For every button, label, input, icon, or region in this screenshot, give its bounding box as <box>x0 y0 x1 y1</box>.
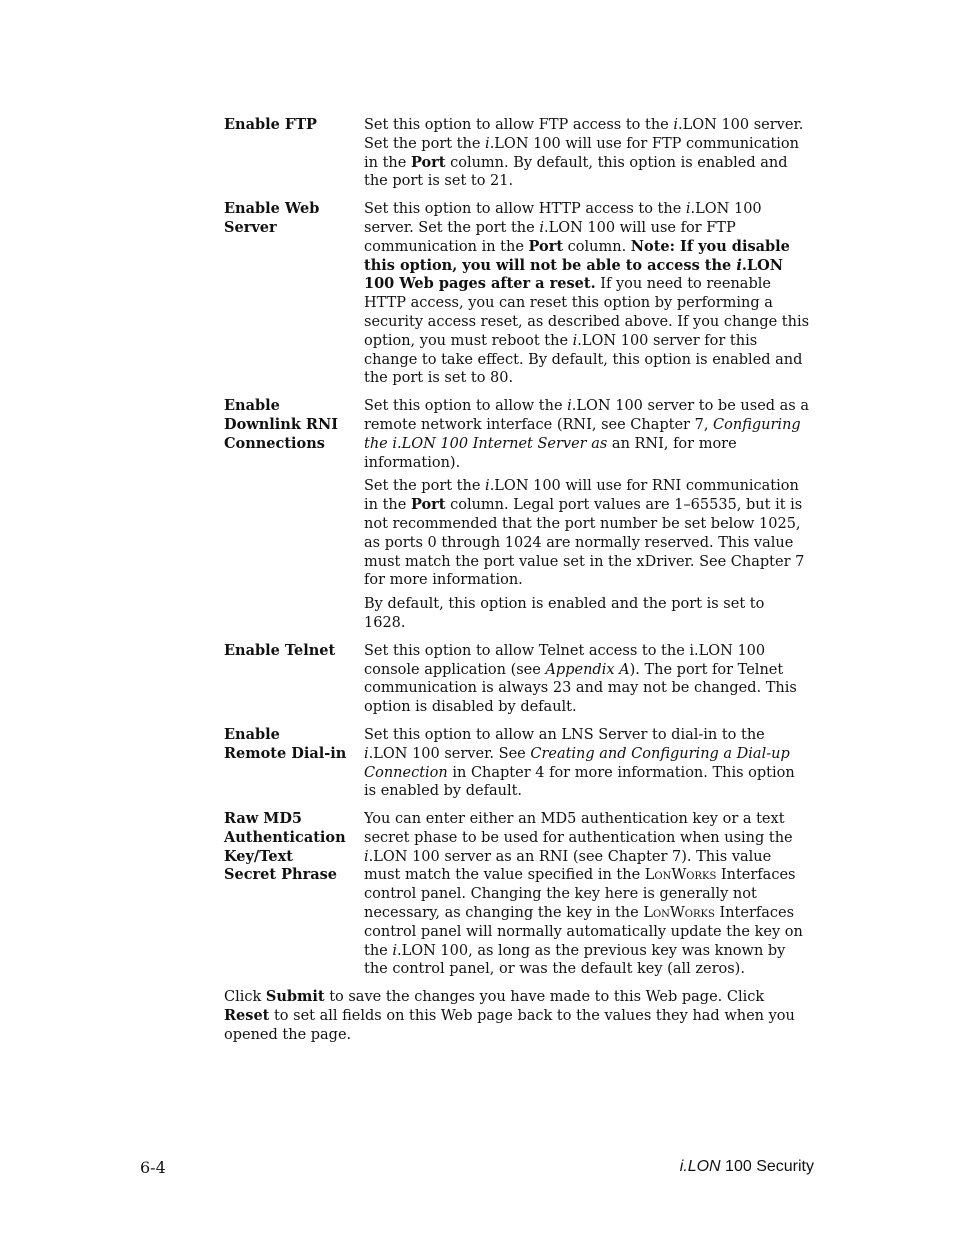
text-run: i <box>673 117 679 133</box>
text-run: in Chapter 4 for more information. This option is enabled by default. <box>364 764 795 800</box>
term-line: Server <box>224 218 277 236</box>
text-run: LonWorks <box>643 905 715 922</box>
definition-description <box>364 200 810 388</box>
term-line: Downlink RNI <box>224 415 339 433</box>
text-run: Interfaces control panel will normally automatically update the key on the <box>364 905 803 959</box>
text-run: i <box>485 478 490 495</box>
text-run: ). The port for Telnet communication is always 23 and may not be changed. This option is disabled by default. <box>364 661 797 716</box>
text-run: Reset <box>224 1007 270 1025</box>
running-footer-title <box>680 1158 814 1176</box>
text-run: Configuring the i.LON 100 Internet Server as <box>364 416 801 452</box>
text-run: Interfaces control panel. Changing the key here is generally not necessary, as changing the key in the <box>364 867 796 922</box>
definition-row <box>224 397 814 633</box>
text-run: Port <box>410 496 446 514</box>
description-paragraph <box>364 397 810 472</box>
text-run: You can enter either an MD5 authentication key or a text secret phase to be used for authentication when using the <box>364 811 793 846</box>
definition-term <box>224 116 364 191</box>
text-run: i <box>572 332 578 349</box>
description-paragraph <box>364 726 810 801</box>
definition-list <box>224 116 814 979</box>
page-number: 6-4 <box>140 1158 166 1177</box>
text-run: .LON 100 will use for FTP communication in the <box>364 219 736 255</box>
definition-term <box>224 200 364 388</box>
definition-term <box>224 810 364 979</box>
text-run: .LON 100, as long as the previous key was known by the control panel, or was the default key (all zeros). <box>364 942 786 978</box>
term-line: Authentication <box>224 828 346 846</box>
definition-description <box>364 397 810 633</box>
text-run: i <box>567 398 572 415</box>
definition-row <box>224 642 814 717</box>
description-paragraph <box>364 642 810 717</box>
text-run: .LON 100 server to be used as a remote network interface (RNI, see Chapter 7, <box>364 398 810 433</box>
text-run: column. <box>563 238 631 255</box>
description-paragraph <box>364 477 810 590</box>
term-line: Enable <box>224 397 280 415</box>
definition-row <box>224 200 814 388</box>
text-run: column. Legal port values are 1–65535, but it is not recommended that the port number be set below 1025, as ports 0 through 1024 are normally reserved. This value must match the port value set in the xDriver. See Chapter 7 for more information. <box>364 497 805 589</box>
closing-paragraph <box>224 988 814 1044</box>
text-run: Set this option to allow HTTP access to the <box>364 201 686 218</box>
text-run: .LON 100 server. Set the port the <box>364 117 804 152</box>
text-run: Note: If you disable this option, you will not be able to access the <box>364 237 790 274</box>
text-run: Click <box>224 989 266 1006</box>
text-run: column. By default, this option is enabled and the port is set to 21. <box>364 154 788 190</box>
footer-title-rest: 100 Security <box>720 1158 814 1175</box>
text-run: Set the port the <box>364 478 486 495</box>
description-paragraph <box>364 810 810 979</box>
text-run: .LON 100 server as an RNI (see Chapter 7). This value must match the value specified in the <box>364 848 772 884</box>
text-run: to set all fields on this Web page back to the values they had when you opened the page. <box>224 1008 795 1043</box>
definition-term <box>224 397 364 633</box>
text-run: i <box>485 135 490 152</box>
term-line: Enable Web <box>224 200 320 218</box>
text-run: i <box>364 848 369 865</box>
definition-term <box>224 642 364 717</box>
text-run: .LON 100 Web pages after a reset. <box>364 256 783 293</box>
text-run: to save the changes you have made to this Web page. Click <box>324 989 765 1006</box>
text-run: i <box>364 745 369 762</box>
text-run: Port <box>528 237 564 255</box>
text-run: i <box>392 942 397 959</box>
text-run: .LON 100 server. See <box>368 745 531 762</box>
definition-description <box>364 642 810 717</box>
text-run: i <box>539 219 544 236</box>
description-paragraph <box>364 200 810 388</box>
definition-description <box>364 810 810 979</box>
text-run: Set this option to allow an LNS Server to dial-in to the <box>364 726 765 743</box>
definition-row <box>224 810 814 979</box>
text-run: LonWorks <box>644 867 717 884</box>
term-line: Enable FTP <box>224 116 317 133</box>
text-run: .LON 100 will use for FTP communication in the <box>364 135 799 171</box>
text-run: i <box>685 201 691 218</box>
text-run: Set this option to allow the <box>364 398 568 415</box>
term-line: Raw MD5 <box>224 810 303 828</box>
text-run: .LON 100 server. Set the port the <box>364 201 762 236</box>
term-line: Enable <box>224 725 280 743</box>
term-line: Key/Text <box>224 847 293 865</box>
text-run: Port <box>410 153 446 171</box>
term-line: Connections <box>224 434 325 452</box>
text-run: .LON 100 will use for RNI communication in the <box>364 478 799 514</box>
text-run: Submit <box>265 988 325 1006</box>
text-run: By default, this option is enabled and the port is set to 1628. <box>364 596 765 631</box>
text-run: Set this option to allow FTP access to the <box>364 117 674 133</box>
term-line: Secret Phrase <box>224 866 338 884</box>
definition-term <box>224 726 364 801</box>
text-run: i <box>736 256 742 274</box>
text-run: .LON 100 server for this change to take effect. By default, this option is enabled and the port is set to 80. <box>364 332 803 387</box>
definition-description <box>364 116 810 191</box>
text-run: If you need to reenable HTTP access, you can reset this option by performing a security access reset, as described above. If you change this option, you must reboot the <box>364 276 810 349</box>
text-run: an RNI, for more information). <box>364 435 737 471</box>
text-run: Creating and Configuring a Dial-up Connection <box>364 745 790 781</box>
description-paragraph <box>364 116 810 191</box>
document-body <box>224 116 814 1045</box>
term-line: Remote Dial-in <box>224 744 347 762</box>
definition-row <box>224 726 814 801</box>
definition-description <box>364 726 810 801</box>
footer-title-italic: i.LON <box>679 1158 721 1175</box>
text-run: Set this option to allow Telnet access to the i.LON 100 console application (see <box>364 642 766 678</box>
text-run: Appendix A <box>545 661 630 678</box>
description-paragraph <box>364 595 810 633</box>
definition-row <box>224 116 814 191</box>
term-line: Enable Telnet <box>224 641 336 659</box>
